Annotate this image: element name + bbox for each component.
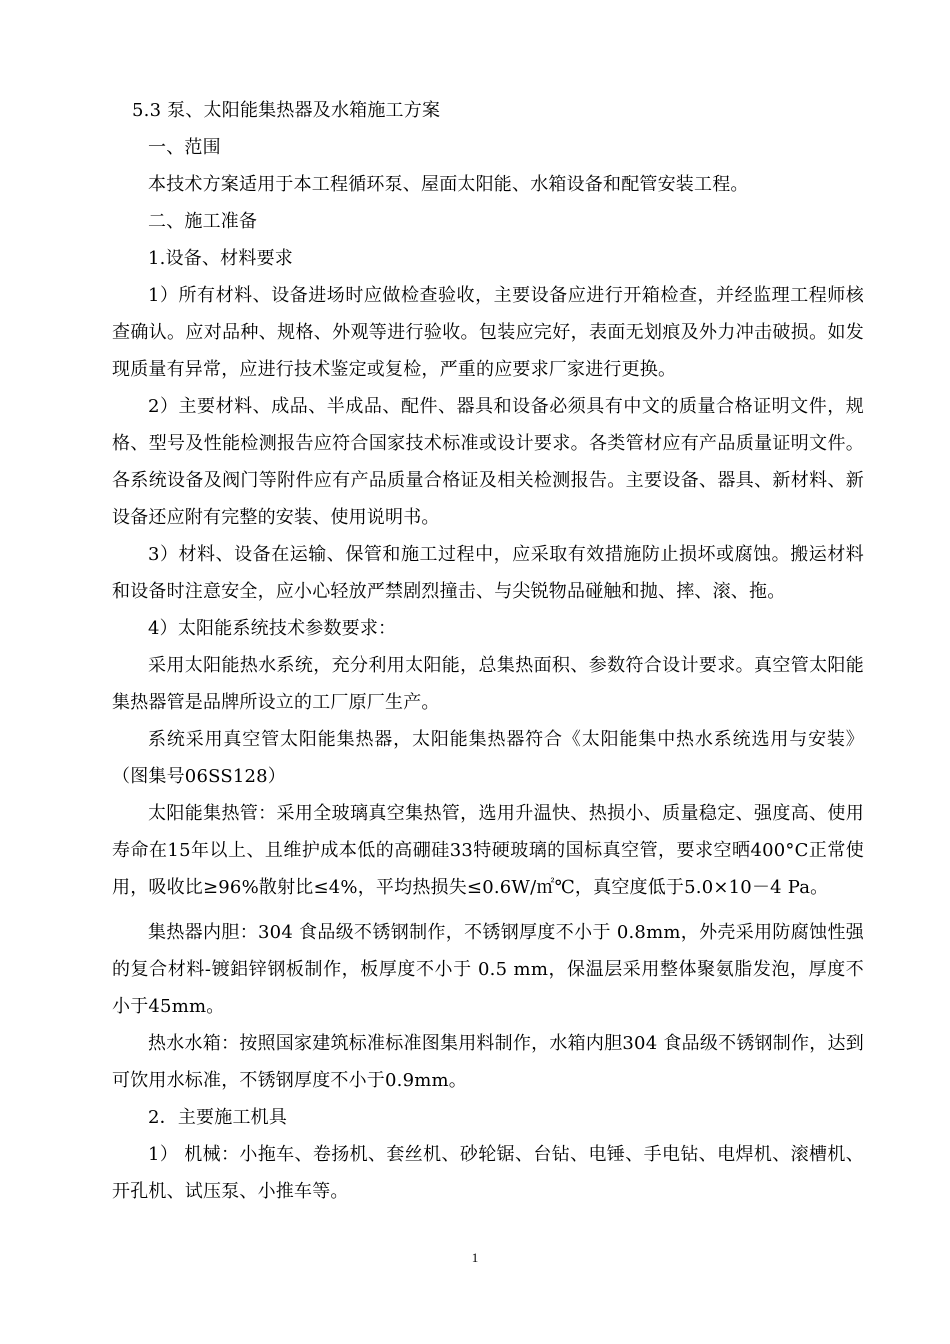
- heading-preparation: 二、施工准备: [148, 211, 258, 232]
- heading-scope: 一、范围: [148, 137, 221, 158]
- subheading-equipment-requirements: 1.设备、材料要求: [148, 248, 293, 269]
- paragraph-item-2: 2）主要材料、成品、半成品、配件、器具和设备必须具有中文的质量合格证明文件，规格、型号及性能检测报告应符合国家技术标准或设计要求。各类管材应有产品质量证明文件。各系统设备及阀门等附件应有产品质量合格证及相关检测报告。主要设备、器具、新材料、新设备还应附有完整的安装、使用说明书。: [112, 396, 864, 528]
- document-body: [112, 92, 864, 1210]
- paragraph-collector-liner: 集热器内胆：304 食品级不锈钢制作，不锈钢厚度不小于 0.8mm，外壳采用防腐蚀性强的复合材料-镀鋁锌钢板制作，板厚度不小于 0.5 mm，保温层采用整体聚氨脂发泡，厚度不小于45mm。: [112, 922, 864, 1017]
- paragraph-collector-tube: 太阳能集热管：采用全玻璃真空集热管，选用升温快、热损小、质量稳定、强度高、使用寿命在15年以上、且维护成本低的高硼硅33特硬玻璃的国标真空管，要求空晒400°C正常使用，吸收比≥96%散射比≤4%，平均热损失≤0.6W/㎡℃，真空度低于5.0×10－4 Pa。: [112, 803, 864, 898]
- paragraph-item-1: 1）所有材料、设备进场时应做检查验收，主要设备应进行开箱检查，并经监理工程师核查确认。应对品种、规格、外观等进行验收。包装应完好，表面无划痕及外力冲击破损。如发现质量有异常，应进行技术鉴定或复检，严重的应要求厂家进行更换。: [112, 285, 864, 380]
- paragraph-collector-standard: 系统采用真空管太阳能集热器，太阳能集热器符合《太阳能集中热水系统选用与安装》（图集号06SS128）: [112, 729, 864, 787]
- paragraph-item-4: 4）太阳能系统技术参数要求：: [148, 618, 397, 639]
- paragraph-machinery: 1） 机械：小拖车、卷扬机、套丝机、砂轮锯、台钻、电锤、手电钻、电焊机、滚槽机、开孔机、试压泵、小推车等。: [112, 1144, 864, 1202]
- paragraph-item-3: 3）材料、设备在运输、保管和施工过程中，应采取有效措施防止损坏或腐蚀。搬运材料和设备时注意安全，应小心轻放严禁剧烈撞击、与尖锐物品碰触和抛、摔、滚、拖。: [112, 544, 864, 602]
- subheading-main-tools: 2．主要施工机具: [148, 1107, 288, 1128]
- paragraph-solar-system: 采用太阳能热水系统，充分利用太阳能，总集热面积、参数符合设计要求。真空管太阳能集热器管是品牌所设立的工厂原厂生产。: [112, 655, 864, 713]
- paragraph-water-tank: 热水水箱：按照国家建筑标准标准图集用料制作，水箱内胆304 食品级不锈钢制作，达到可饮用水标准，不锈钢厚度不小于0.9mm。: [112, 1033, 864, 1091]
- section-title: 5.3 泵、太阳能集热器及水箱施工方案: [132, 100, 441, 121]
- paragraph-scope: 本技术方案适用于本工程循环泵、屋面太阳能、水箱设备和配管安装工程。: [148, 174, 749, 195]
- page-number: 1: [471, 1250, 479, 1265]
